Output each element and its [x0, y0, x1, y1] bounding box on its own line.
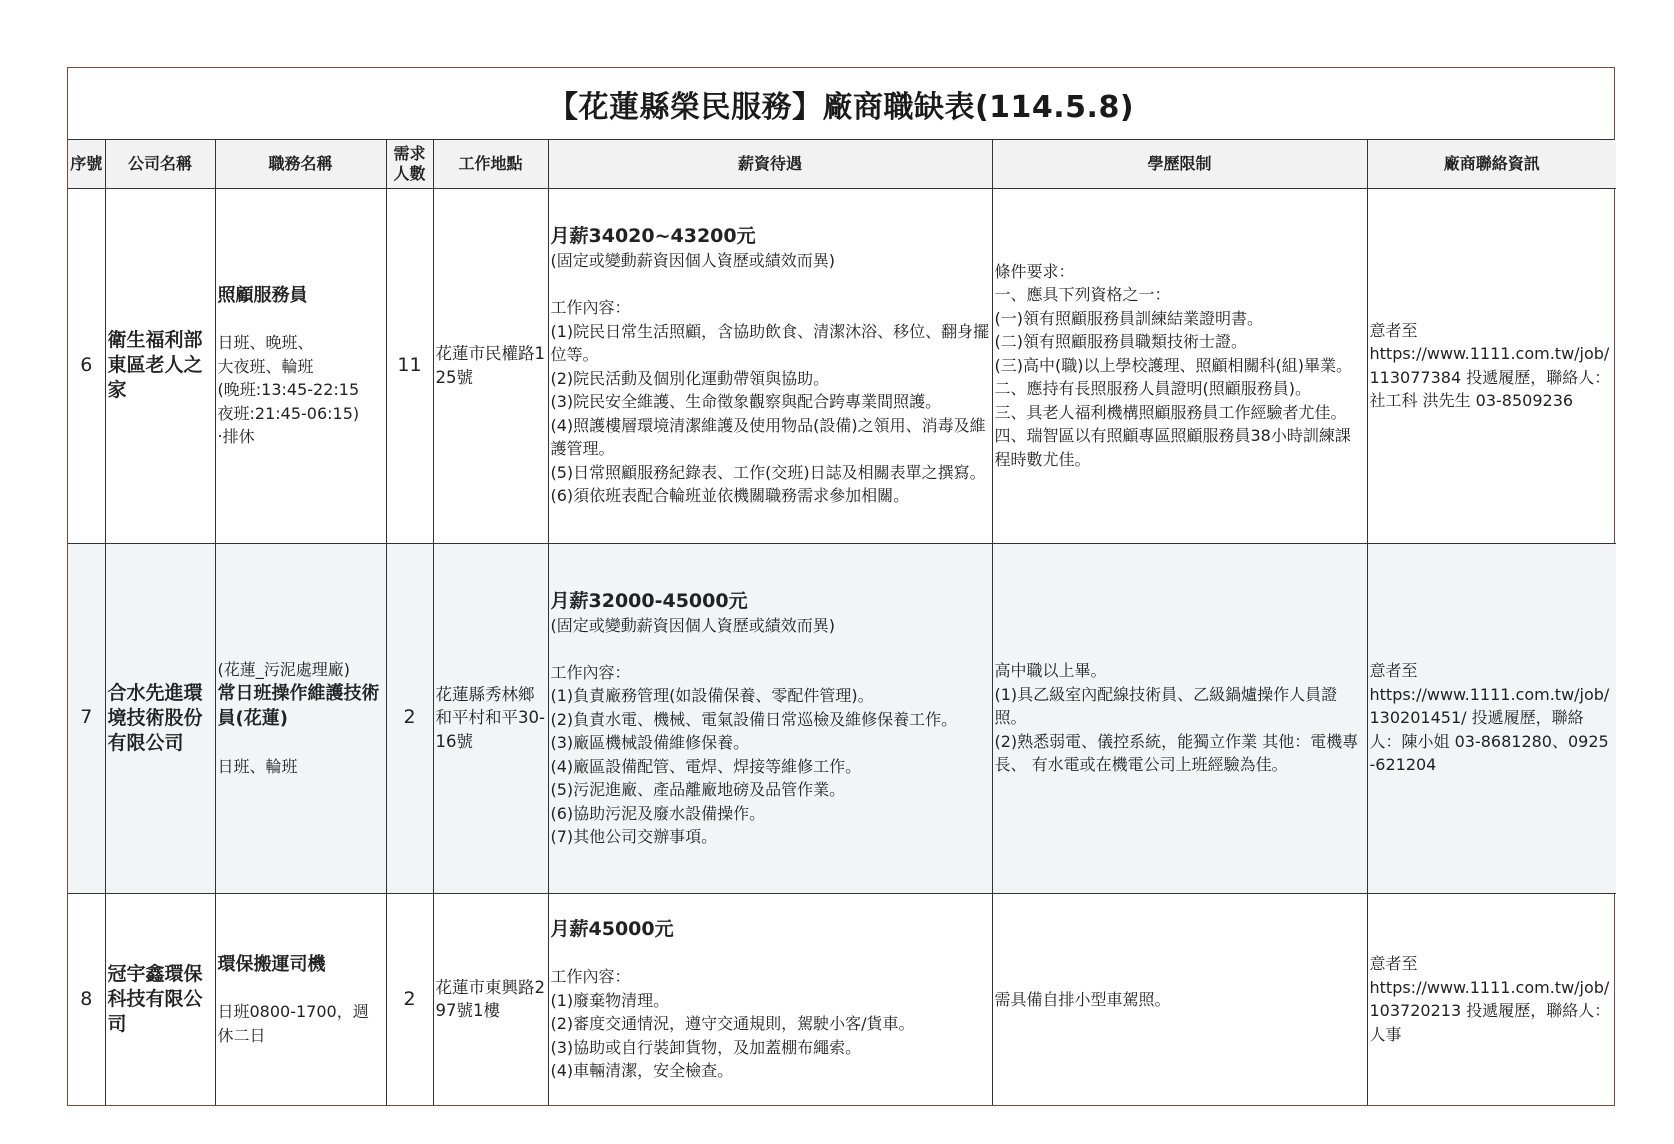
job-vacancy-sheet — [67, 67, 1615, 1106]
education-requirement: 高中職以上畢。 (1)具乙級室內配線技術員、乙級鍋爐操作人員證照。 (2)熟悉弱電、儀控系統，能獨立作業 其他：電機專長、 有水電或在機電公司上班經驗為佳。 — [992, 543, 1367, 893]
education-requirement: 需具備自排小型車駕照。 — [992, 893, 1367, 1105]
job-detail: 日班、晚班、 大夜班、輪班 (晚班:13:45-22:15 夜班:21:45-06:15) ‧排休 — [217, 333, 360, 446]
row-number: 6 — [68, 188, 105, 543]
salary-detail: (固定或變動薪資因個人資歷或績效而異) 工作內容： (1)負責廠務管理(如設備保養、零配件管理)。 (2)負責水電、機械、電氣設備日常巡檢及維修保養工作。 (3)廠區機械設備維修保養。 (4)廠區設備配管、電焊、焊接等維修工作。 (5)污泥進廠、產品離廠地磅及品管作業。 (6)協助污泥及廢水設備操作。 (7)其他公司交辦事項。 — [550, 615, 958, 846]
work-location: 花蓮市東興路297號1樓 — [433, 893, 548, 1105]
salary-title: 月薪45000元 — [550, 917, 674, 940]
salary-cell — [548, 188, 992, 543]
table-row — [68, 188, 1616, 543]
company-name: 合水先進環境技術股份有限公司 — [105, 543, 215, 893]
job-title: 常日班操作維護技術員(花蓮) — [217, 683, 380, 730]
work-location: 花蓮縣秀林鄉和平村和平30-16號 — [433, 543, 548, 893]
job-title: 照顧服務員 — [217, 284, 308, 306]
row-number: 8 — [68, 893, 105, 1105]
table-row — [68, 543, 1616, 893]
salary-cell — [548, 543, 992, 893]
header-job: 職務名稱 — [215, 140, 386, 188]
salary-title: 月薪32000-45000元 — [550, 589, 748, 612]
header-education: 學歷限制 — [992, 140, 1367, 188]
headcount: 11 — [386, 188, 433, 543]
header-salary: 薪資待遇 — [548, 140, 992, 188]
job-prefix: (花蓮_污泥處理廠) — [217, 659, 350, 679]
education-requirement: 條件要求： 一、應具下列資格之一： (一)領有照顧服務員訓練結業證明書。 (二)領有照顧服務員職類技術士證。 (三)高中(職)以上學校護理、照顧相關科(組)畢業。 二、應持有長照服務人員證明(照顧服務員)。 三、具老人福利機構照顧服務員工作經驗者尤佳。 四、瑞智區以有照顧專區照顧服務員38小時訓練課程時數尤佳。 — [992, 188, 1367, 543]
job-title: 環保搬運司機 — [217, 953, 326, 975]
job-detail: 日班0800-1700，週休二日 — [217, 1002, 369, 1045]
work-location: 花蓮市民權路125號 — [433, 188, 548, 543]
headcount: 2 — [386, 893, 433, 1105]
header-count: 需求人數 — [386, 140, 433, 188]
header-contact: 廠商聯絡資訊 — [1367, 140, 1616, 188]
salary-title: 月薪34020~43200元 — [550, 225, 756, 248]
headcount: 2 — [386, 543, 433, 893]
job-cell — [215, 893, 386, 1105]
job-cell — [215, 543, 386, 893]
table-row — [68, 893, 1616, 1105]
page-title: 【花蓮縣榮民服務】廠商職缺表(114.5.8) — [68, 68, 1614, 140]
header-no: 序號 — [68, 140, 105, 188]
header-company: 公司名稱 — [105, 140, 215, 188]
contact-info: 意者至 https://www.1111.com.tw/job/103720213 投遞履歷，聯絡人：人事 — [1367, 893, 1616, 1105]
header-row — [68, 140, 1616, 188]
job-detail: 日班、輪班 — [217, 756, 298, 776]
job-cell — [215, 188, 386, 543]
job-table — [68, 140, 1616, 1105]
salary-detail: (固定或變動薪資因個人資歷或績效而異) 工作內容： (1)院民日常生活照顧，含協助飲食、清潔沐浴、移位、翻身擺位等。 (2)院民活動及個別化運動帶領與協助。 (3)院民安全維護、生命徵象觀察與配合跨專業間照護。 (4)照護樓層環境清潔維護及使用物品(設備)之領用、消毒及維護管理。 (5)日常照顧服務紀錄表、工作(交班)日誌及相關表單之撰寫。 (6)須依班表配合輪班並依機關職務需求參加相關。 — [550, 251, 990, 506]
company-name: 衛生福利部東區老人之家 — [105, 188, 215, 543]
row-number: 7 — [68, 543, 105, 893]
company-name: 冠宇鑫環保科技有限公司 — [105, 893, 215, 1105]
salary-detail: 工作內容： (1)廢棄物清理。 (2)審度交通情況，遵守交通規則，駕駛小客/貨車。 (3)協助或自行裝卸貨物，及加蓋棚布繩索。 (4)車輛清潔，安全檢查。 — [550, 967, 915, 1081]
contact-info: 意者至 https://www.1111.com.tw/job/113077384 投遞履歷，聯絡人：社工科 洪先生 03-8509236 — [1367, 188, 1616, 543]
header-location: 工作地點 — [433, 140, 548, 188]
contact-info: 意者至 https://www.1111.com.tw/job/130201451/ 投遞履歷，聯絡人：陳小姐 03-8681280、0925-621204 — [1367, 543, 1616, 893]
salary-cell — [548, 893, 992, 1105]
